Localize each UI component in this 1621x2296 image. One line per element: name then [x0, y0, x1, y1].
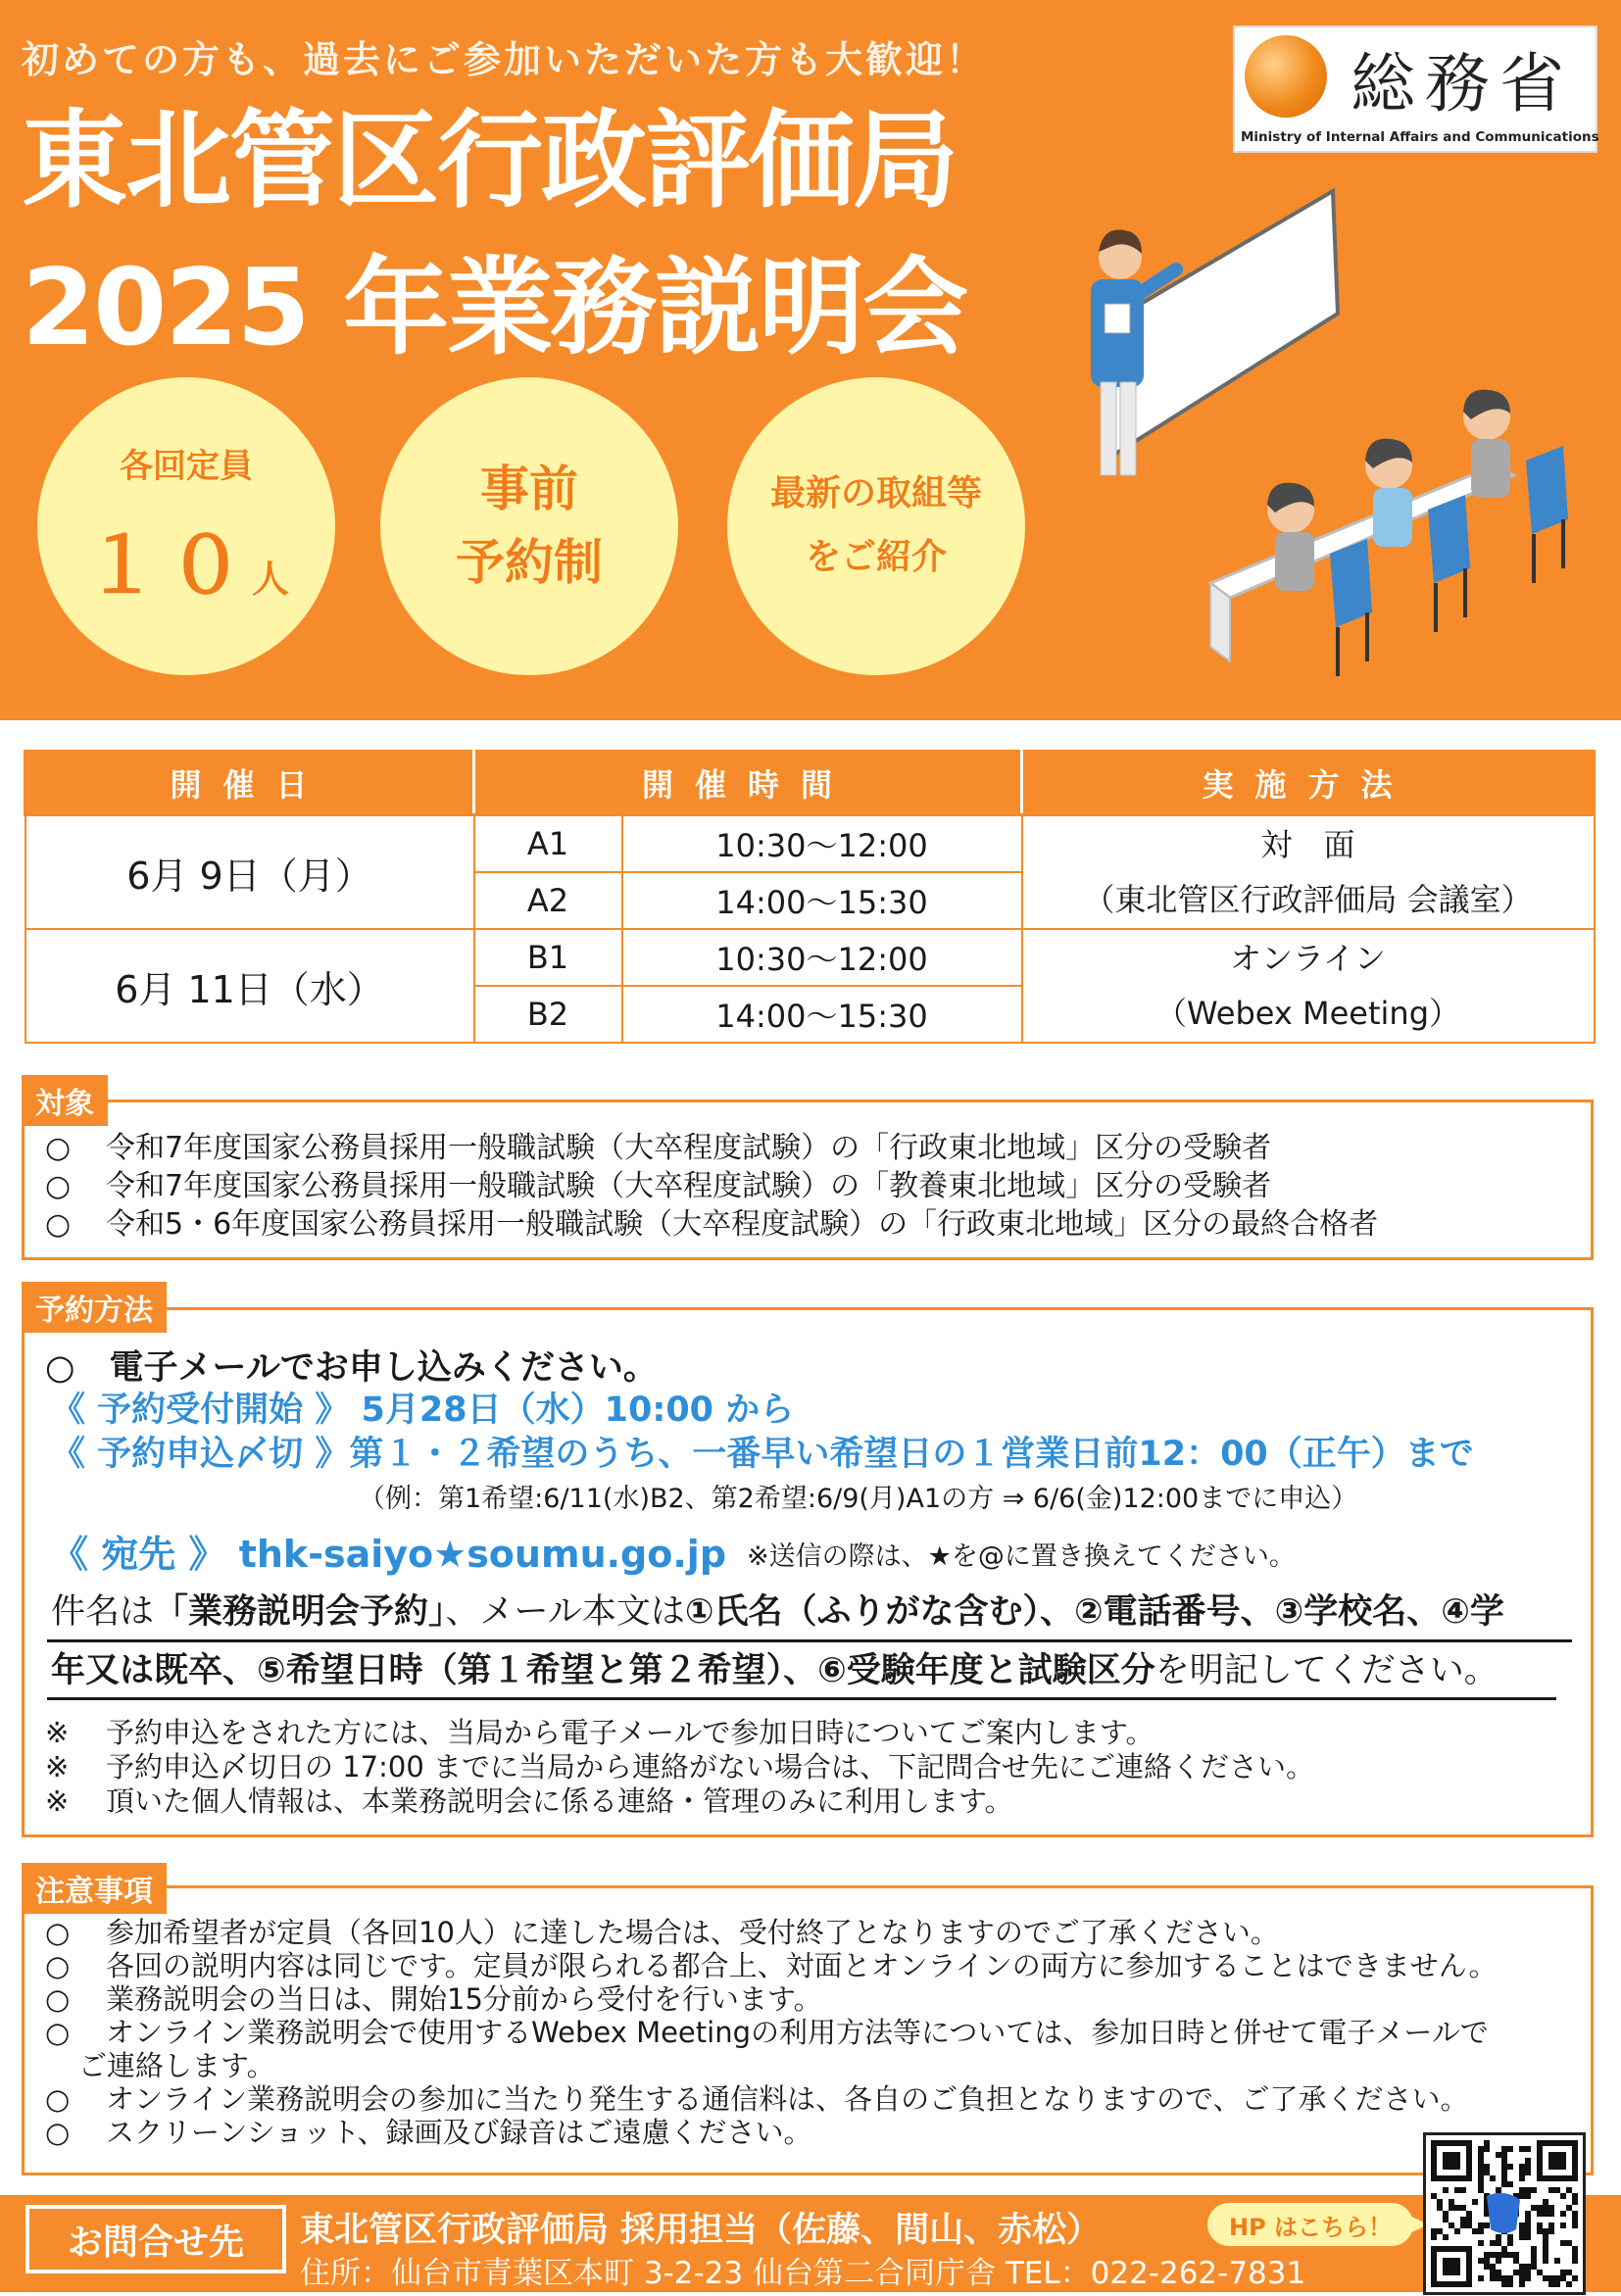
logo-emblem-icon	[1245, 35, 1327, 118]
page-title-line2: 2025 年業務説明会	[22, 247, 967, 369]
date-cell-day1: 6月 9日（月）	[25, 815, 474, 930]
reservation-deadline: 《 予約申込〆切 》第１・２希望のうち、一番早い希望日の１営業日前12：00（正午）まで	[51, 1435, 1474, 1474]
list-item: ○ 令和7年度国家公務員採用一般職試験（大卒程度試験）の「教養東北地域」区分の受験者	[45, 1169, 1272, 1203]
date-cell-day2: 6月 11日（水）	[25, 929, 474, 1043]
deadline-example: （例：第1希望:6/11(水)B2、第2希望:6/9(月)A1の方 ⇒ 6/6(金)12:00までに申込）	[359, 1484, 1358, 1514]
session-time: 14:00～15:30	[622, 872, 1022, 929]
underline	[47, 1639, 1572, 1642]
method-in-person: 対 面	[1260, 826, 1355, 863]
logo-text-jp: 総務省	[1351, 46, 1574, 122]
seminar-illustration	[1073, 181, 1602, 701]
target-list	[45, 1129, 1378, 1244]
capacity-label: 各回定員	[120, 446, 253, 486]
session-code: B2	[474, 986, 622, 1043]
table-row	[25, 815, 1595, 873]
header-method: 実施方法	[1022, 752, 1595, 815]
initiatives-circle-line2: をご紹介	[805, 537, 947, 577]
session-time: 14:00～15:30	[622, 986, 1022, 1043]
reservation-notes	[45, 1716, 1314, 1819]
table-header-row	[25, 752, 1595, 815]
student-2	[1365, 439, 1470, 632]
table-row	[25, 929, 1595, 986]
list-item-continuation: ご連絡します。	[78, 2049, 275, 2082]
qr-code[interactable]	[1423, 2132, 1586, 2295]
apply-by-email: ○ 電子メールでお申し込みください。	[45, 1348, 658, 1388]
address-note: ※送信の際は、★を@に置き換えてください。	[747, 1541, 1296, 1572]
reservation-circle-line1: 事前	[480, 461, 578, 517]
target-label: 対象	[22, 1075, 108, 1126]
initiatives-circle-line1: 最新の取組等	[769, 473, 982, 514]
capacity-circle	[37, 377, 335, 675]
contact-organization: 東北管区行政評価局 採用担当（佐藤、間山、赤松）	[300, 2211, 1102, 2250]
list-item: ○ 令和7年度国家公務員採用一般職試験（大卒程度試験）の「行政東北地域」区分の受験者	[45, 1131, 1272, 1165]
hp-link-bubble[interactable]: HP はこちら！	[1207, 2203, 1413, 2246]
list-item: ○ 各回の説明内容は同じです。定員が限られる都合上、対面とオンラインの両方に参加することはできません。	[45, 1949, 1498, 1982]
session-time: 10:30～12:00	[622, 929, 1022, 986]
method-venue: （東北管区行政評価局 会議室）	[1083, 881, 1533, 918]
method-cell-day2	[1022, 929, 1595, 1043]
initiatives-circle	[727, 377, 1025, 675]
reservation-start: 《 予約受付開始 》 5月28日（水）10:00 から	[51, 1391, 795, 1430]
list-item: ※ 頂いた個人情報は、本業務説明会に係る連絡・管理のみに利用します。	[45, 1784, 1013, 1818]
session-code: A1	[474, 815, 622, 873]
list-item: ○ オンライン業務説明会の参加に当たり発生する通信料は、各自のご負担となりますので、ご了承ください。	[45, 2082, 1469, 2116]
qr-code-icon	[1426, 2135, 1583, 2292]
header-time: 開催時間	[474, 752, 1022, 815]
list-item: ○ 業務説明会の当日は、開始15分前から受付を行います。	[45, 1982, 822, 2016]
subject-instructions-line2: 年又は既卒、⑤希望日時（第１希望と第２希望）、⑥受験年度と試験区分を明記してください。	[51, 1651, 1498, 1690]
tagline: 初めての方も、過去にご参加いただいた方も大歓迎！	[22, 38, 987, 81]
session-code: A2	[474, 872, 622, 929]
reservation-circle	[380, 377, 678, 675]
contact-address: 住所：仙台市青葉区本町 3-2-23 仙台第二合同庁舎 TEL：022-262-7831	[300, 2256, 1306, 2291]
subject-instructions-line1: 件名は「業務説明会予約」、メール本文は①氏名（ふりがな含む）、②電話番号、③学校名、④学	[51, 1592, 1504, 1632]
contact-label: お問合せ先	[25, 2205, 286, 2273]
student-1	[1267, 483, 1372, 676]
method-cell-day1	[1022, 815, 1595, 930]
caution-list	[45, 1916, 1498, 2149]
page-title-line1: 東北管区行政評価局	[22, 100, 958, 222]
list-item: ※ 予約申込〆切日の 17:00 までに当局から連絡がない場合は、下記問合せ先にご連絡ください。	[45, 1750, 1315, 1783]
list-item: ○ 令和5・6年度国家公務員採用一般職試験（大卒程度試験）の「行政東北地域」区分の最終合格者	[45, 1207, 1379, 1242]
list-item: ※ 予約申込をされた方には、当局から電子メールで参加日時についてご案内します。	[45, 1716, 1154, 1749]
email-address[interactable]: 《 宛先 》 thk-saiyo★soumu.go.jp	[51, 1533, 727, 1576]
session-code: B1	[474, 929, 622, 986]
method-online: オンライン	[1229, 940, 1387, 977]
session-time: 10:30～12:00	[622, 815, 1022, 873]
list-item: ○ オンライン業務説明会で使用するWebex Meetingの利用方法等については、参加日時と併せて電子メールで	[45, 2016, 1489, 2049]
ministry-logo	[1233, 25, 1597, 153]
reservation-label: 予約方法	[22, 1282, 167, 1333]
student-3	[1463, 390, 1568, 583]
reservation-circle-line2: 予約制	[456, 534, 603, 591]
list-item: ○ スクリーンショット、録画及び録音はご遠慮ください。	[45, 2116, 812, 2149]
caution-label: 注意事項	[22, 1863, 167, 1914]
schedule-table	[24, 750, 1596, 1044]
underline	[47, 1697, 1556, 1700]
logo-text-en: Ministry of Internal Affairs and Communications	[1241, 129, 1599, 145]
method-platform: （Webex Meeting）	[1154, 995, 1461, 1032]
capacity-number: １０人	[82, 521, 290, 611]
header-date: 開催日	[25, 752, 474, 815]
list-item: ○ 参加希望者が定員（各回10人）に達した場合は、受付終了となりますのでご了承ください。	[45, 1916, 1279, 1949]
